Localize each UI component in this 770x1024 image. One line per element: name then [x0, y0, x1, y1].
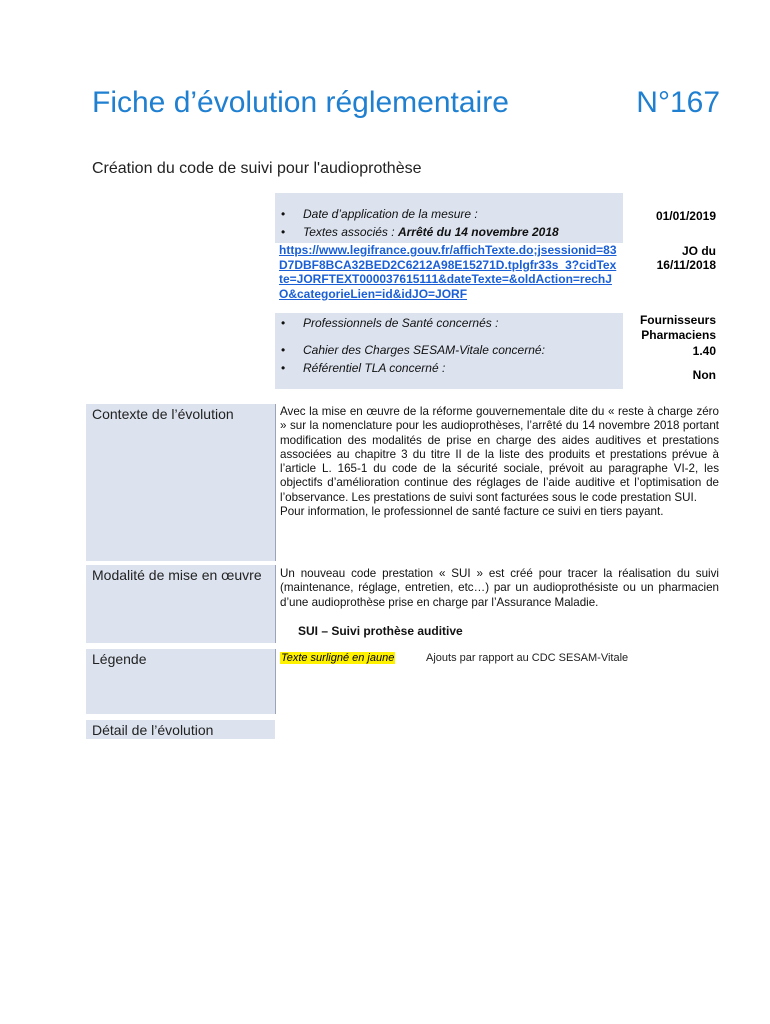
contexte-paragraph-2: Pour information, le professionnel de santé facture ce suivi en tiers payant.: [280, 505, 664, 519]
professionnels-value-1: Fournisseurs: [639, 313, 716, 327]
bullet-marker: •: [281, 316, 286, 330]
jo-line2: 16/11/2018: [656, 258, 716, 272]
contexte-paragraph: Avec la mise en œuvre de la réforme gouvernementale dite du « reste à charge zéro » sur la nomenclature pour les audioprothèses, l’arrêté du 14 novembre 2018 portant modification des modalités de prise en charge des aides auditives et prestations associées au chapitre 3 du titre II de la liste des produits et prestations prévue à l’article L. 165-1 du code de la sécurité sociale, prévoit au paragraphe VI-2, les objectifs d’amélioration continue des réglages de l’aide auditive et l’optimisation de l’observance. Les prestations de suivi sont facturées sous le code prestation SUI.: [280, 405, 719, 504]
jo-line1: JO du: [681, 244, 716, 258]
info-box-concernes: [275, 313, 623, 389]
contexte-text: [280, 405, 719, 519]
bullet-marker: •: [281, 225, 286, 239]
tla-value: Non: [692, 368, 716, 382]
legifrance-link[interactable]: https://www.legifrance.gouv.fr/affichTexte.do;jsessionid=83D7DBF8BCA32BED2C6212A98E15271D.tplgfr33s_3?cidTexte=JORFTEXT000037615111&dateTexte=&oldAction=rechJO&categorieLien=id&idJO=JORF: [279, 243, 617, 301]
textes-label: Textes associés :: [303, 225, 398, 239]
divider: [275, 565, 276, 643]
bullet-marker: •: [281, 343, 286, 357]
legende-description: Ajouts par rapport au CDC SESAM-Vitale: [426, 652, 629, 664]
detail-label: Détail de l’évolution: [86, 720, 275, 739]
professionnels-label: Professionnels de Santé concernés :: [303, 316, 499, 330]
contexte-label: Contexte de l’évolution: [86, 404, 275, 561]
page-subtitle: Création du code de suivi pour l'audioprothèse: [92, 160, 422, 177]
bullet-marker: •: [281, 361, 286, 375]
date-label: Date d’application de la mesure :: [303, 207, 478, 221]
modalite-text: Un nouveau code prestation « SUI » est créé pour tracer la réalisation du suivi (maintenance, réglage, entretien, etc…) par un audioprothésiste ou un pharmacien d’une audioprothèse prise en charge par l’Assurance Maladie.: [280, 567, 719, 609]
divider: [275, 404, 276, 561]
info-box-dates: [275, 193, 623, 243]
modalite-label: Modalité de mise en œuvre: [86, 565, 275, 643]
tla-label: Référentiel TLA concerné :: [303, 361, 446, 375]
professionnels-value-2: Pharmaciens: [641, 328, 716, 342]
legende-highlight: Texte surligné en jaune: [281, 652, 395, 664]
sui-title: SUI – Suivi prothèse auditive: [298, 624, 463, 638]
cahier-label: Cahier des Charges SESAM-Vitale concerné:: [303, 343, 545, 357]
fiche-number: N°167: [636, 86, 720, 119]
textes-arrete: Arrêté du 14 novembre 2018: [397, 225, 559, 239]
divider: [275, 649, 276, 714]
date-value: 01/01/2019: [655, 209, 716, 223]
legende-label: Légende: [86, 649, 275, 714]
page-title: Fiche d’évolution réglementaire: [92, 86, 509, 119]
cahier-value: 1.40: [692, 344, 716, 358]
bullet-marker: •: [281, 207, 286, 221]
